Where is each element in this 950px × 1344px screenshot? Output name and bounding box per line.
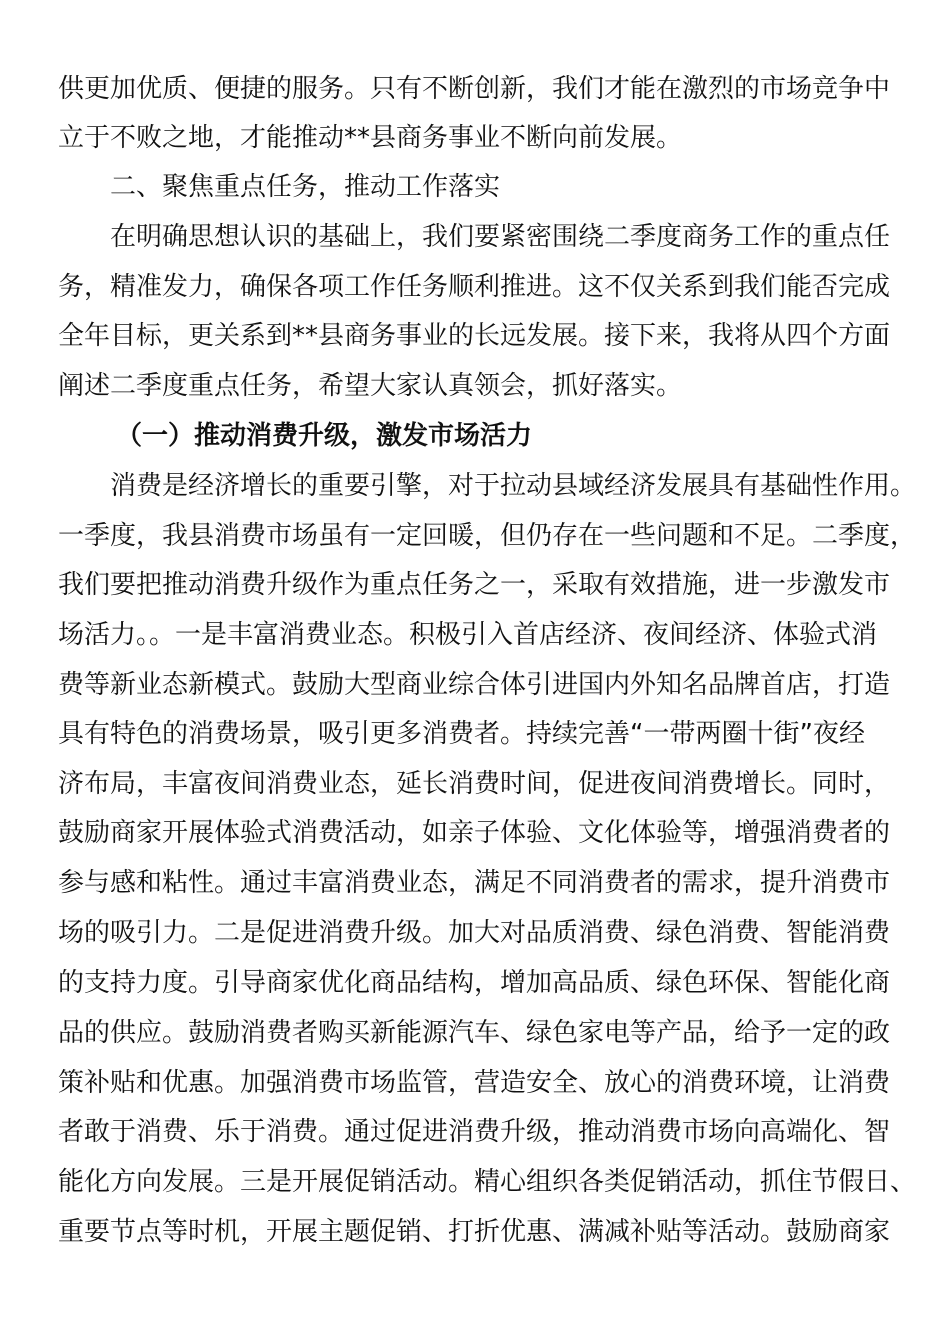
paragraph-line: 策补贴和优惠。加强消费市场监管，营造安全、放心的消费环境，让消费	[58, 1068, 891, 1098]
paragraph-line: 场的吸引力。二是促进消费升级。加大对品质消费、绿色消费、智能消费	[58, 918, 891, 948]
paragraph-line: 供更加优质、便捷的服务。只有不断创新，我们才能在激烈的市场竞争中	[58, 74, 891, 104]
paragraph-line: 品的供应。鼓励消费者购买新能源汽车、绿色家电等产品，给予一定的政	[58, 1018, 891, 1048]
paragraph-line: 立于不败之地，才能推动**县商务事业不断向前发展。	[58, 123, 683, 153]
paragraph-line: 济布局，丰富夜间消费业态，延长消费时间，促进夜间消费增长。同时，	[58, 769, 891, 799]
paragraph-line: 的支持力度。引导商家优化商品结构，增加高品质、绿色环保、智能化商	[58, 968, 891, 998]
paragraph-line: 场活力。。一是丰富消费业态。积极引入首店经济、夜间经济、体验式消	[58, 620, 878, 650]
section-heading: 二、聚焦重点任务，推动工作落实	[110, 172, 501, 202]
paragraph-line: 我们要把推动消费升级作为重点任务之一，采取有效措施，进一步激发市	[58, 570, 891, 600]
paragraph-line: 消费是经济增长的重要引擎，对于拉动县域经济发展具有基础性作用。	[110, 471, 917, 501]
paragraph-line: 一季度，我县消费市场虽有一定回暖，但仍存在一些问题和不足。二季度，	[58, 521, 917, 551]
paragraph-line: 者敢于消费、乐于消费。通过促进消费升级，推动消费市场向高端化、智	[58, 1117, 891, 1147]
paragraph-line: 能化方向发展。三是开展促销活动。精心组织各类促销活动，抓住节假日、	[58, 1167, 917, 1197]
paragraph-line: 费等新业态新模式。鼓励大型商业综合体引进国内外知名品牌首店，打造	[58, 670, 891, 700]
paragraph-line: 务，精准发力，确保各项工作任务顺利推进。这不仅关系到我们能否完成	[58, 272, 891, 302]
paragraph-line: 具有特色的消费场景，吸引更多消费者。持续完善“一带两圈十街”夜经	[58, 719, 865, 749]
paragraph-line: 鼓励商家开展体验式消费活动，如亲子体验、文化体验等，增强消费者的	[58, 818, 891, 848]
paragraph-line: 重要节点等时机，开展主题促销、打折优惠、满减补贴等活动。鼓励商家	[58, 1217, 891, 1247]
paragraph-line: 在明确思想认识的基础上，我们要紧密围绕二季度商务工作的重点任	[110, 222, 891, 252]
paragraph-line: 阐述二季度重点任务，希望大家认真领会，抓好落实。	[58, 371, 683, 401]
subsection-heading: （一）推动消费升级，激发市场活力	[116, 421, 533, 451]
paragraph-line: 参与感和粘性。通过丰富消费业态，满足不同消费者的需求，提升消费市	[58, 868, 891, 898]
paragraph-line: 全年目标，更关系到**县商务事业的长远发展。接下来，我将从四个方面	[58, 321, 891, 351]
